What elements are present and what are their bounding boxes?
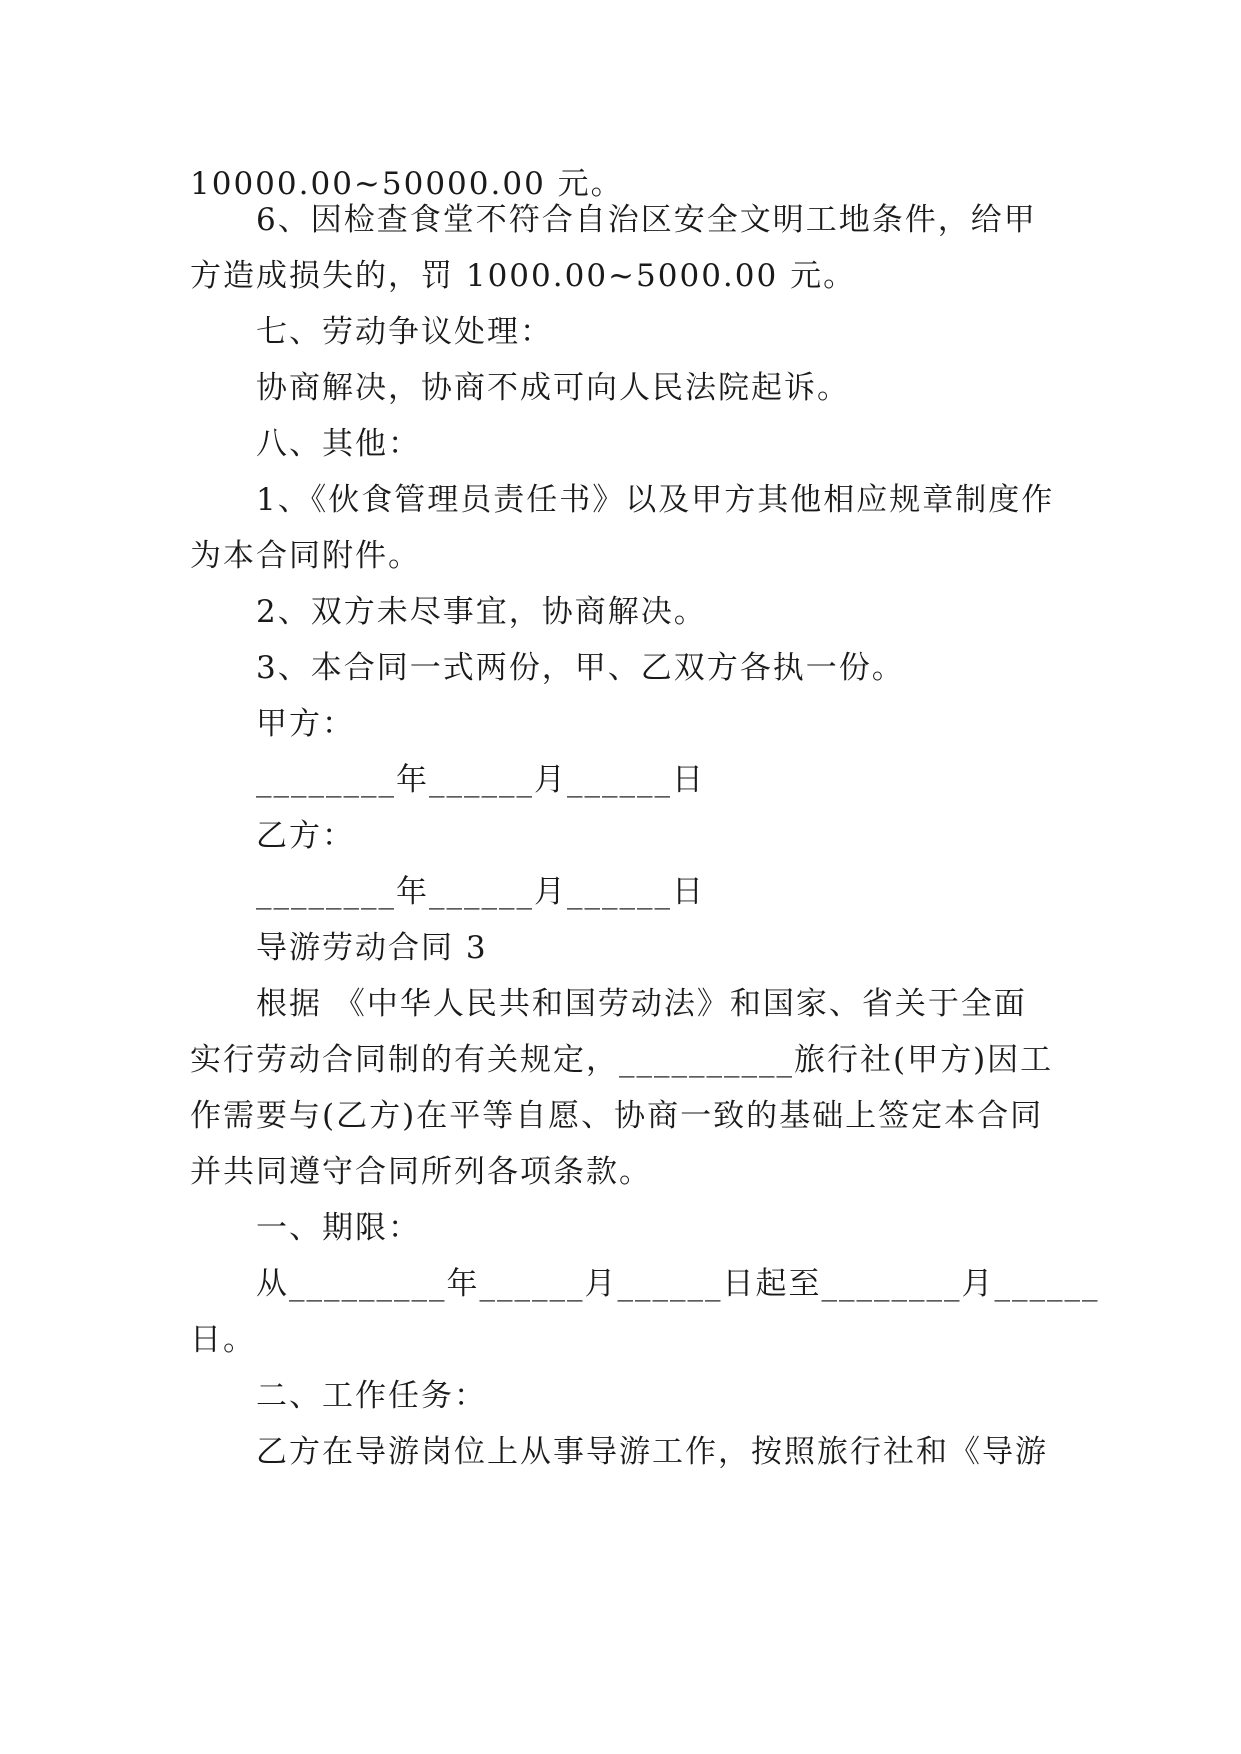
text-line: 2、双方未尽事宜，协商解决。 — [256, 594, 707, 630]
section-heading: 七、劳动争议处理： — [256, 314, 553, 350]
document-title: 导游劳动合同 3 — [256, 930, 488, 966]
term-blank-line: 从_________年______月______日起至________月______ — [256, 1266, 1100, 1302]
text-line: 10000.00~50000.00 元。 — [190, 166, 624, 202]
text-line: 1、《伙食管理员责任书》以及甲方其他相应规章制度作 — [256, 482, 1055, 518]
text-line: 方造成损失的，罚 1000.00~5000.00 元。 — [190, 258, 857, 294]
text-line: 日。 — [190, 1322, 256, 1358]
date-blank-line: ________年______月______日 — [256, 874, 705, 910]
section-heading: 一、期限： — [256, 1210, 421, 1246]
date-blank-line: ________年______月______日 — [256, 762, 705, 798]
text-line: 作需要与(乙方)在平等自愿、协商一致的基础上签定本合同 — [190, 1098, 1044, 1134]
section-heading: 二、工作任务： — [256, 1378, 487, 1414]
text-line: 并共同遵守合同所列各项条款。 — [190, 1154, 652, 1190]
text-line: 乙方在导游岗位上从事导游工作，按照旅行社和《导游 — [256, 1434, 1048, 1470]
text-line: 6、因检查食堂不符合自治区安全文明工地条件，给甲 — [256, 202, 1037, 238]
party-b-label: 乙方： — [256, 818, 355, 854]
text-line: 协商解决，协商不成可向人民法院起诉。 — [256, 370, 850, 406]
section-heading: 八、其他： — [256, 426, 421, 462]
party-a-label: 甲方： — [256, 706, 355, 742]
text-line: 实行劳动合同制的有关规定，__________旅行社(甲方)因工 — [190, 1042, 1054, 1078]
text-line: 根据 《中华人民共和国劳动法》和国家、省关于全面 — [256, 986, 1027, 1022]
text-line: 3、本合同一式两份，甲、乙双方各执一份。 — [256, 650, 905, 686]
text-line: 为本合同附件。 — [190, 538, 421, 574]
